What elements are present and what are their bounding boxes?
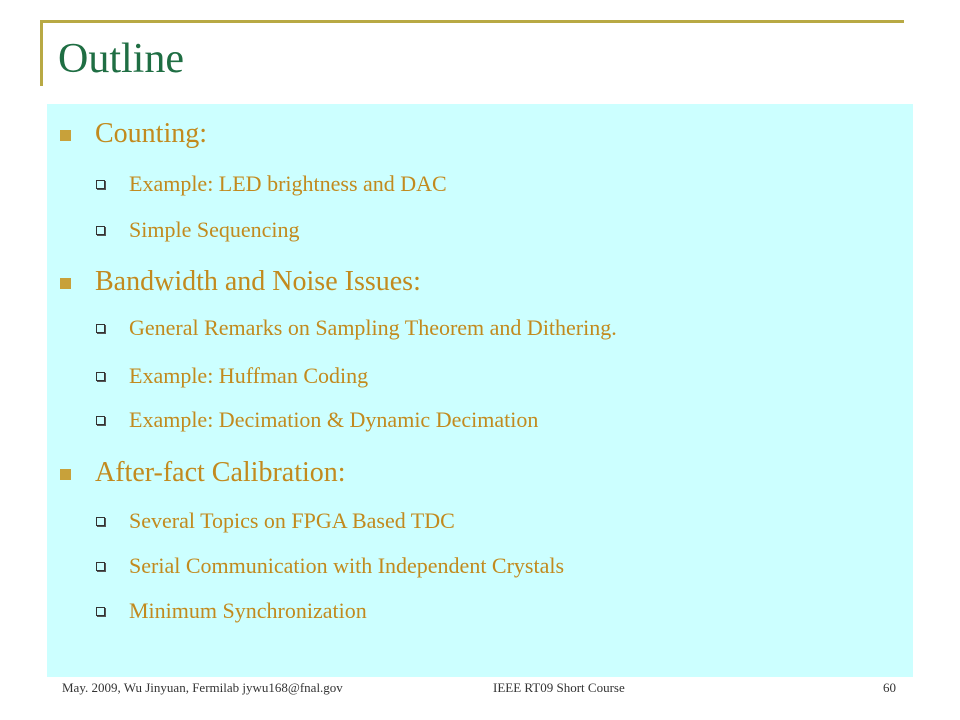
subbullet-label: Minimum Synchronization bbox=[129, 598, 367, 623]
bullet-label: After-fact Calibration: bbox=[95, 457, 346, 488]
subbullet-label: Example: Huffman Coding bbox=[129, 363, 369, 388]
bullet-label: Bandwidth and Noise Issues: bbox=[95, 266, 421, 297]
hollow-square-bullet-icon bbox=[96, 180, 105, 189]
hollow-square-bullet-icon bbox=[96, 607, 105, 616]
content-panel bbox=[47, 104, 913, 677]
hollow-square-bullet-icon bbox=[96, 416, 105, 425]
square-bullet-icon bbox=[60, 130, 71, 141]
subbullet-label: Serial Communication with Independent Crystals bbox=[129, 553, 565, 578]
hollow-square-bullet-icon bbox=[96, 372, 105, 381]
subbullet-label: Example: Decimation & Dynamic Decimation bbox=[129, 407, 539, 432]
square-bullet-icon bbox=[60, 469, 71, 480]
square-bullet-icon bbox=[60, 278, 71, 289]
slide-title: Outline bbox=[58, 36, 184, 82]
hollow-square-bullet-icon bbox=[96, 324, 105, 333]
subbullet-label: Simple Sequencing bbox=[129, 217, 300, 242]
hollow-square-bullet-icon bbox=[96, 226, 105, 235]
slide-frame-left-rule bbox=[40, 20, 43, 86]
slide-frame-top-rule bbox=[40, 20, 904, 23]
hollow-square-bullet-icon bbox=[96, 517, 105, 526]
footer-course: IEEE RT09 Short Course bbox=[493, 680, 625, 695]
subbullet-label: Example: LED brightness and DAC bbox=[129, 171, 447, 196]
hollow-square-bullet-icon bbox=[96, 562, 105, 571]
bullet-label: Counting: bbox=[95, 118, 208, 149]
footer-page-number: 60 bbox=[883, 680, 896, 695]
subbullet-label: General Remarks on Sampling Theorem and Dithering. bbox=[129, 315, 617, 340]
subbullet-label: Several Topics on FPGA Based TDC bbox=[129, 508, 455, 533]
footer-author: May. 2009, Wu Jinyuan, Fermilab jywu168@fnal.gov bbox=[62, 680, 343, 695]
